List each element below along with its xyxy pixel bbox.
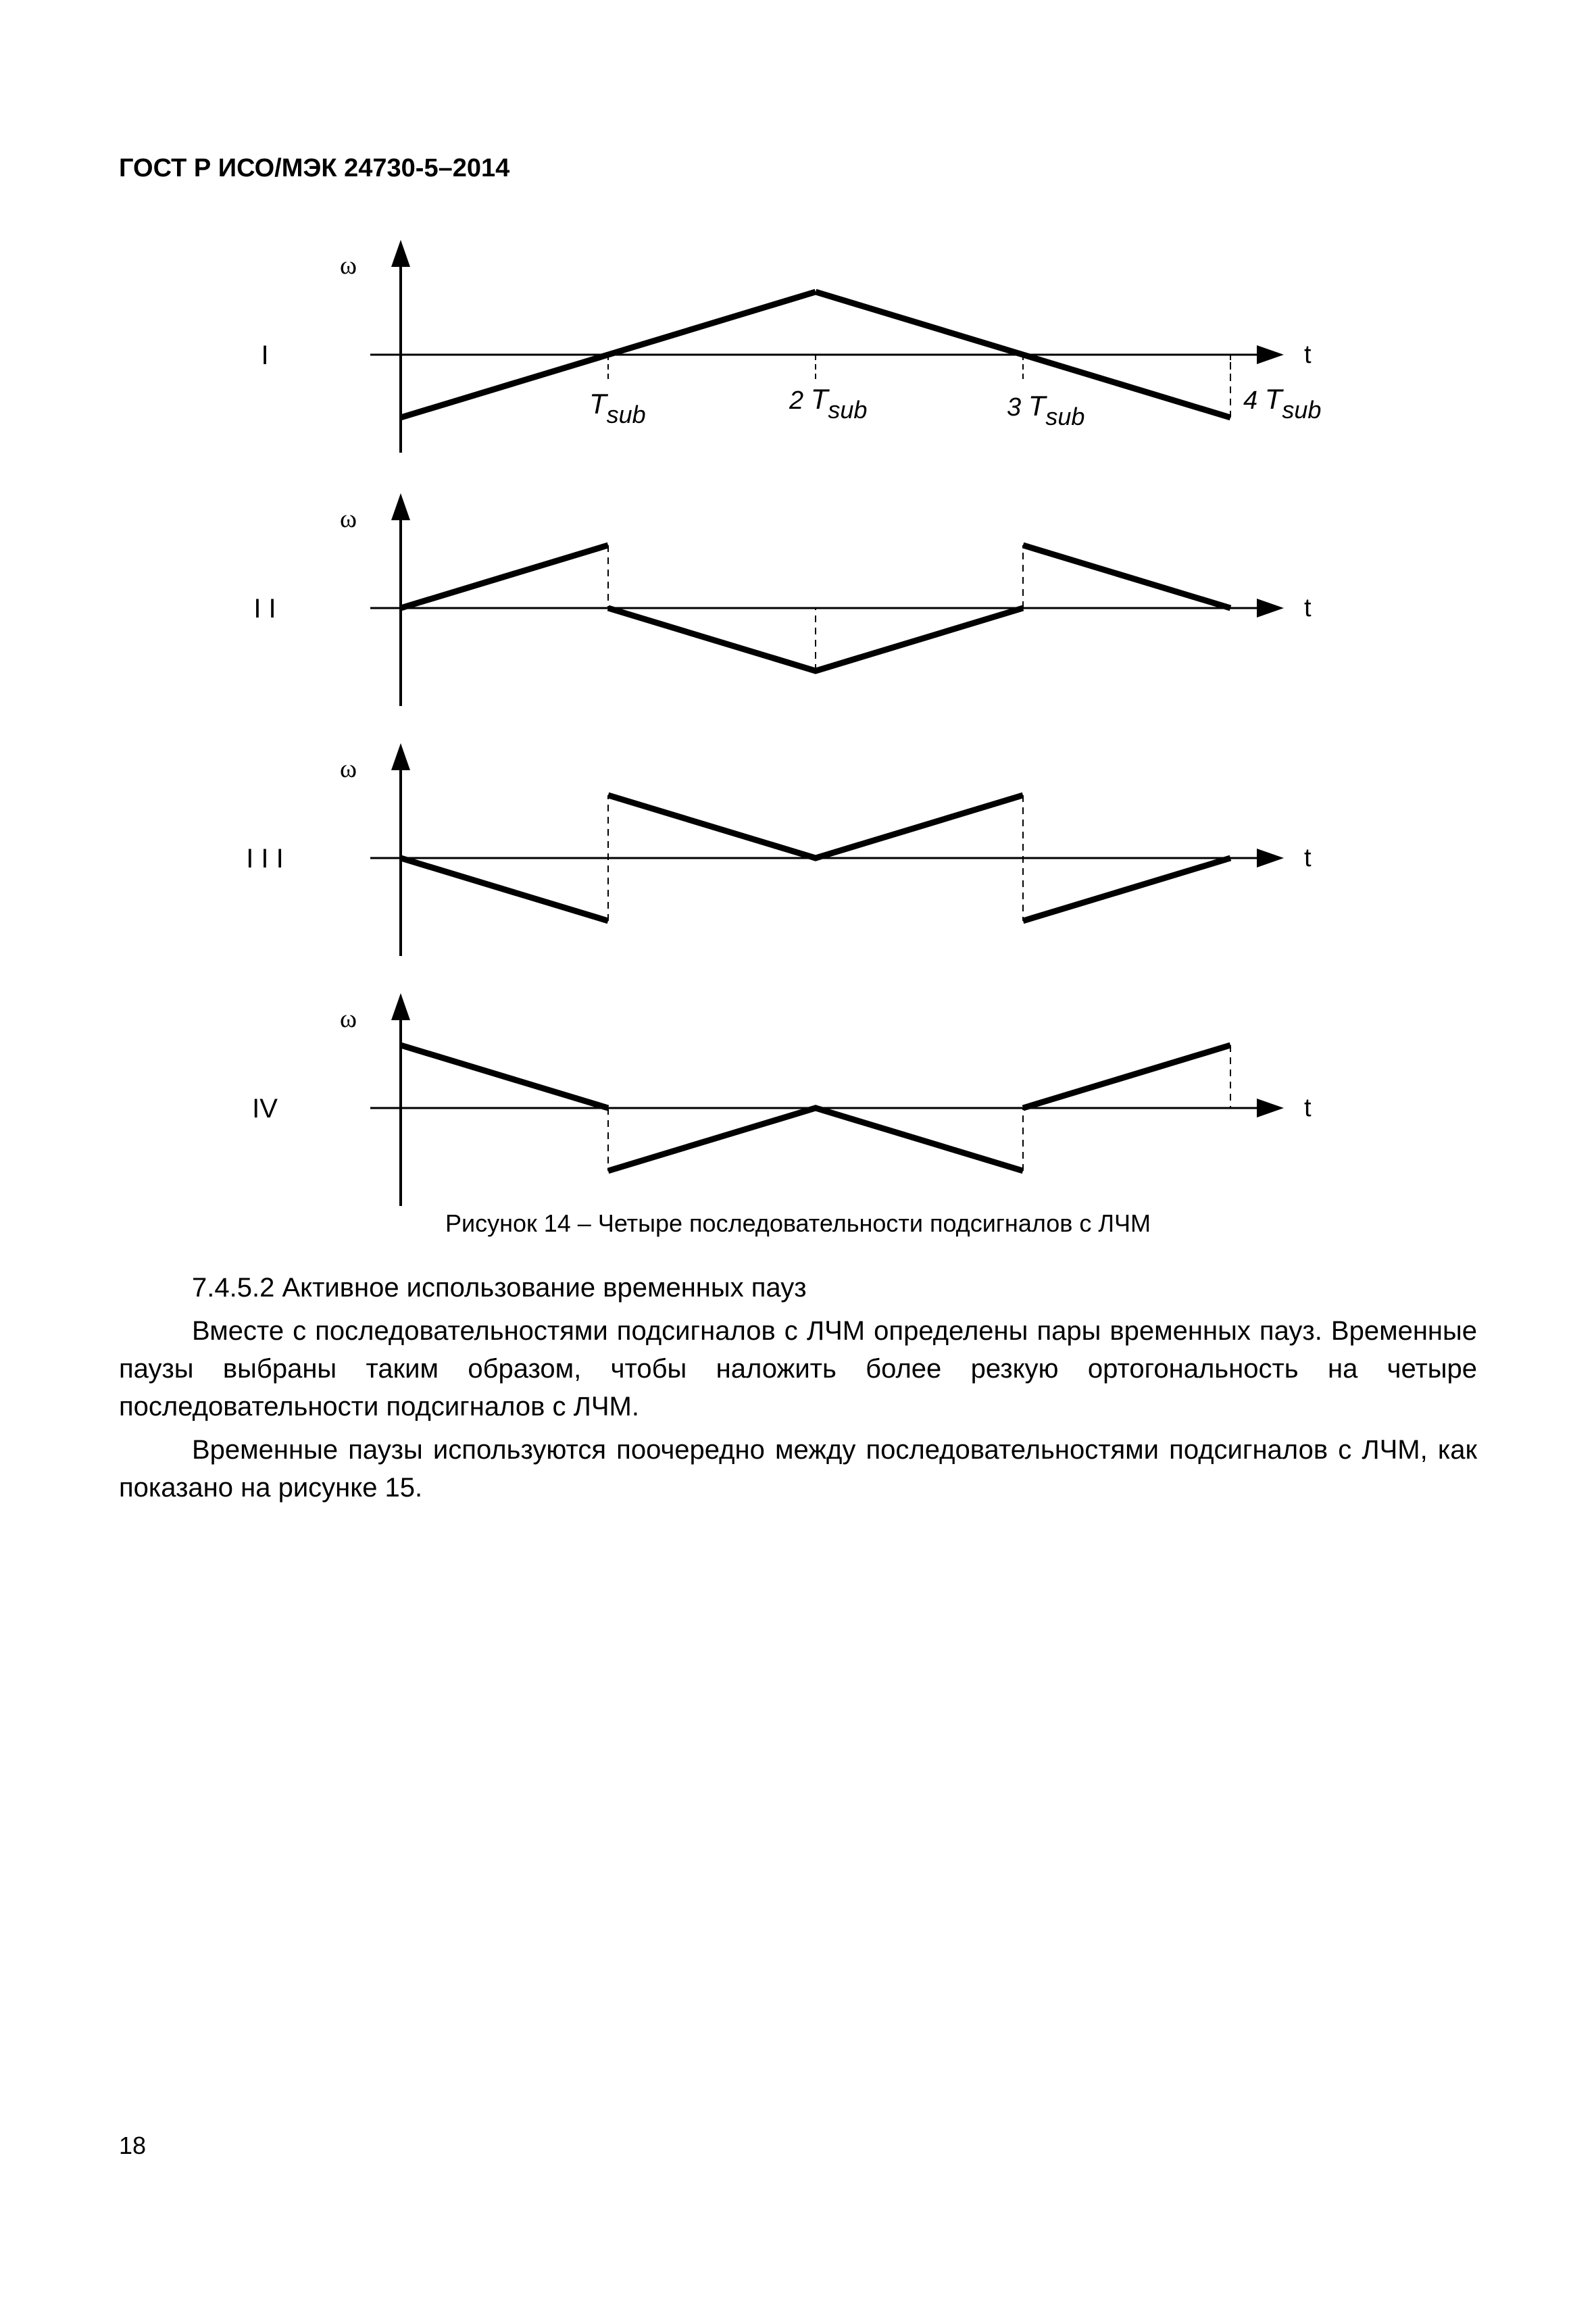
row-label: IV	[252, 1094, 278, 1124]
row-label: I I	[253, 594, 276, 624]
chirp-segment	[1023, 1045, 1230, 1108]
time-label: t	[1304, 594, 1312, 622]
time-label: t	[1304, 341, 1312, 369]
row-label: I I I	[246, 844, 284, 874]
tick-label: Tsub	[589, 388, 646, 428]
chirp-segment	[401, 545, 608, 608]
time-axis-arrow	[1257, 345, 1284, 364]
chirp-segment	[608, 1108, 1023, 1171]
omega-axis-arrow	[391, 240, 410, 267]
time-axis-arrow	[1257, 1099, 1284, 1117]
omega-label: ω	[340, 251, 357, 280]
time-label: t	[1304, 1094, 1312, 1122]
omega-label: ω	[340, 1005, 357, 1033]
tick-label: 4 Tsub	[1243, 383, 1322, 424]
document-header: ГОСТ Р ИСО/МЭК 24730-5–2014	[119, 154, 510, 182]
omega-label: ω	[340, 505, 357, 533]
paragraph: Временные паузы используются поочередно между последовательностями подсигналов с ЛЧМ, как показано на рисунке 15.	[119, 1435, 1477, 1503]
page-number: 18	[119, 2132, 147, 2159]
chirp-segment	[1023, 545, 1230, 608]
figure-caption: Рисунок 14 – Четыре последовательности подсигналов с ЛЧМ	[445, 1209, 1151, 1237]
section-heading: 7.4.5.2 Активное использование временных пауз	[192, 1273, 807, 1303]
body-text	[119, 1269, 1477, 1507]
chirp-segment	[1023, 858, 1230, 921]
omega-label: ω	[340, 755, 357, 783]
chirp-segment	[401, 1045, 608, 1108]
paragraph: Вместе с последовательностями подсигналов с ЛЧМ определены пары временных пауз. Временные паузы выбраны таким образом, чтобы наложить более резкую ортогональность на четыре последовательности подсигналов с ЛЧМ.	[119, 1316, 1477, 1422]
tick-label: 2 Tsub	[789, 383, 868, 424]
omega-axis-arrow	[391, 493, 410, 520]
chirp-segment	[401, 858, 608, 921]
time-axis-arrow	[1257, 849, 1284, 867]
time-axis-arrow	[1257, 599, 1284, 618]
time-label: t	[1304, 844, 1312, 872]
omega-axis-arrow	[391, 993, 410, 1020]
row-label: I	[261, 341, 269, 370]
tick-label: 3 Tsub	[1007, 390, 1085, 430]
omega-axis-arrow	[391, 743, 410, 770]
chirp-segment	[608, 795, 1023, 858]
